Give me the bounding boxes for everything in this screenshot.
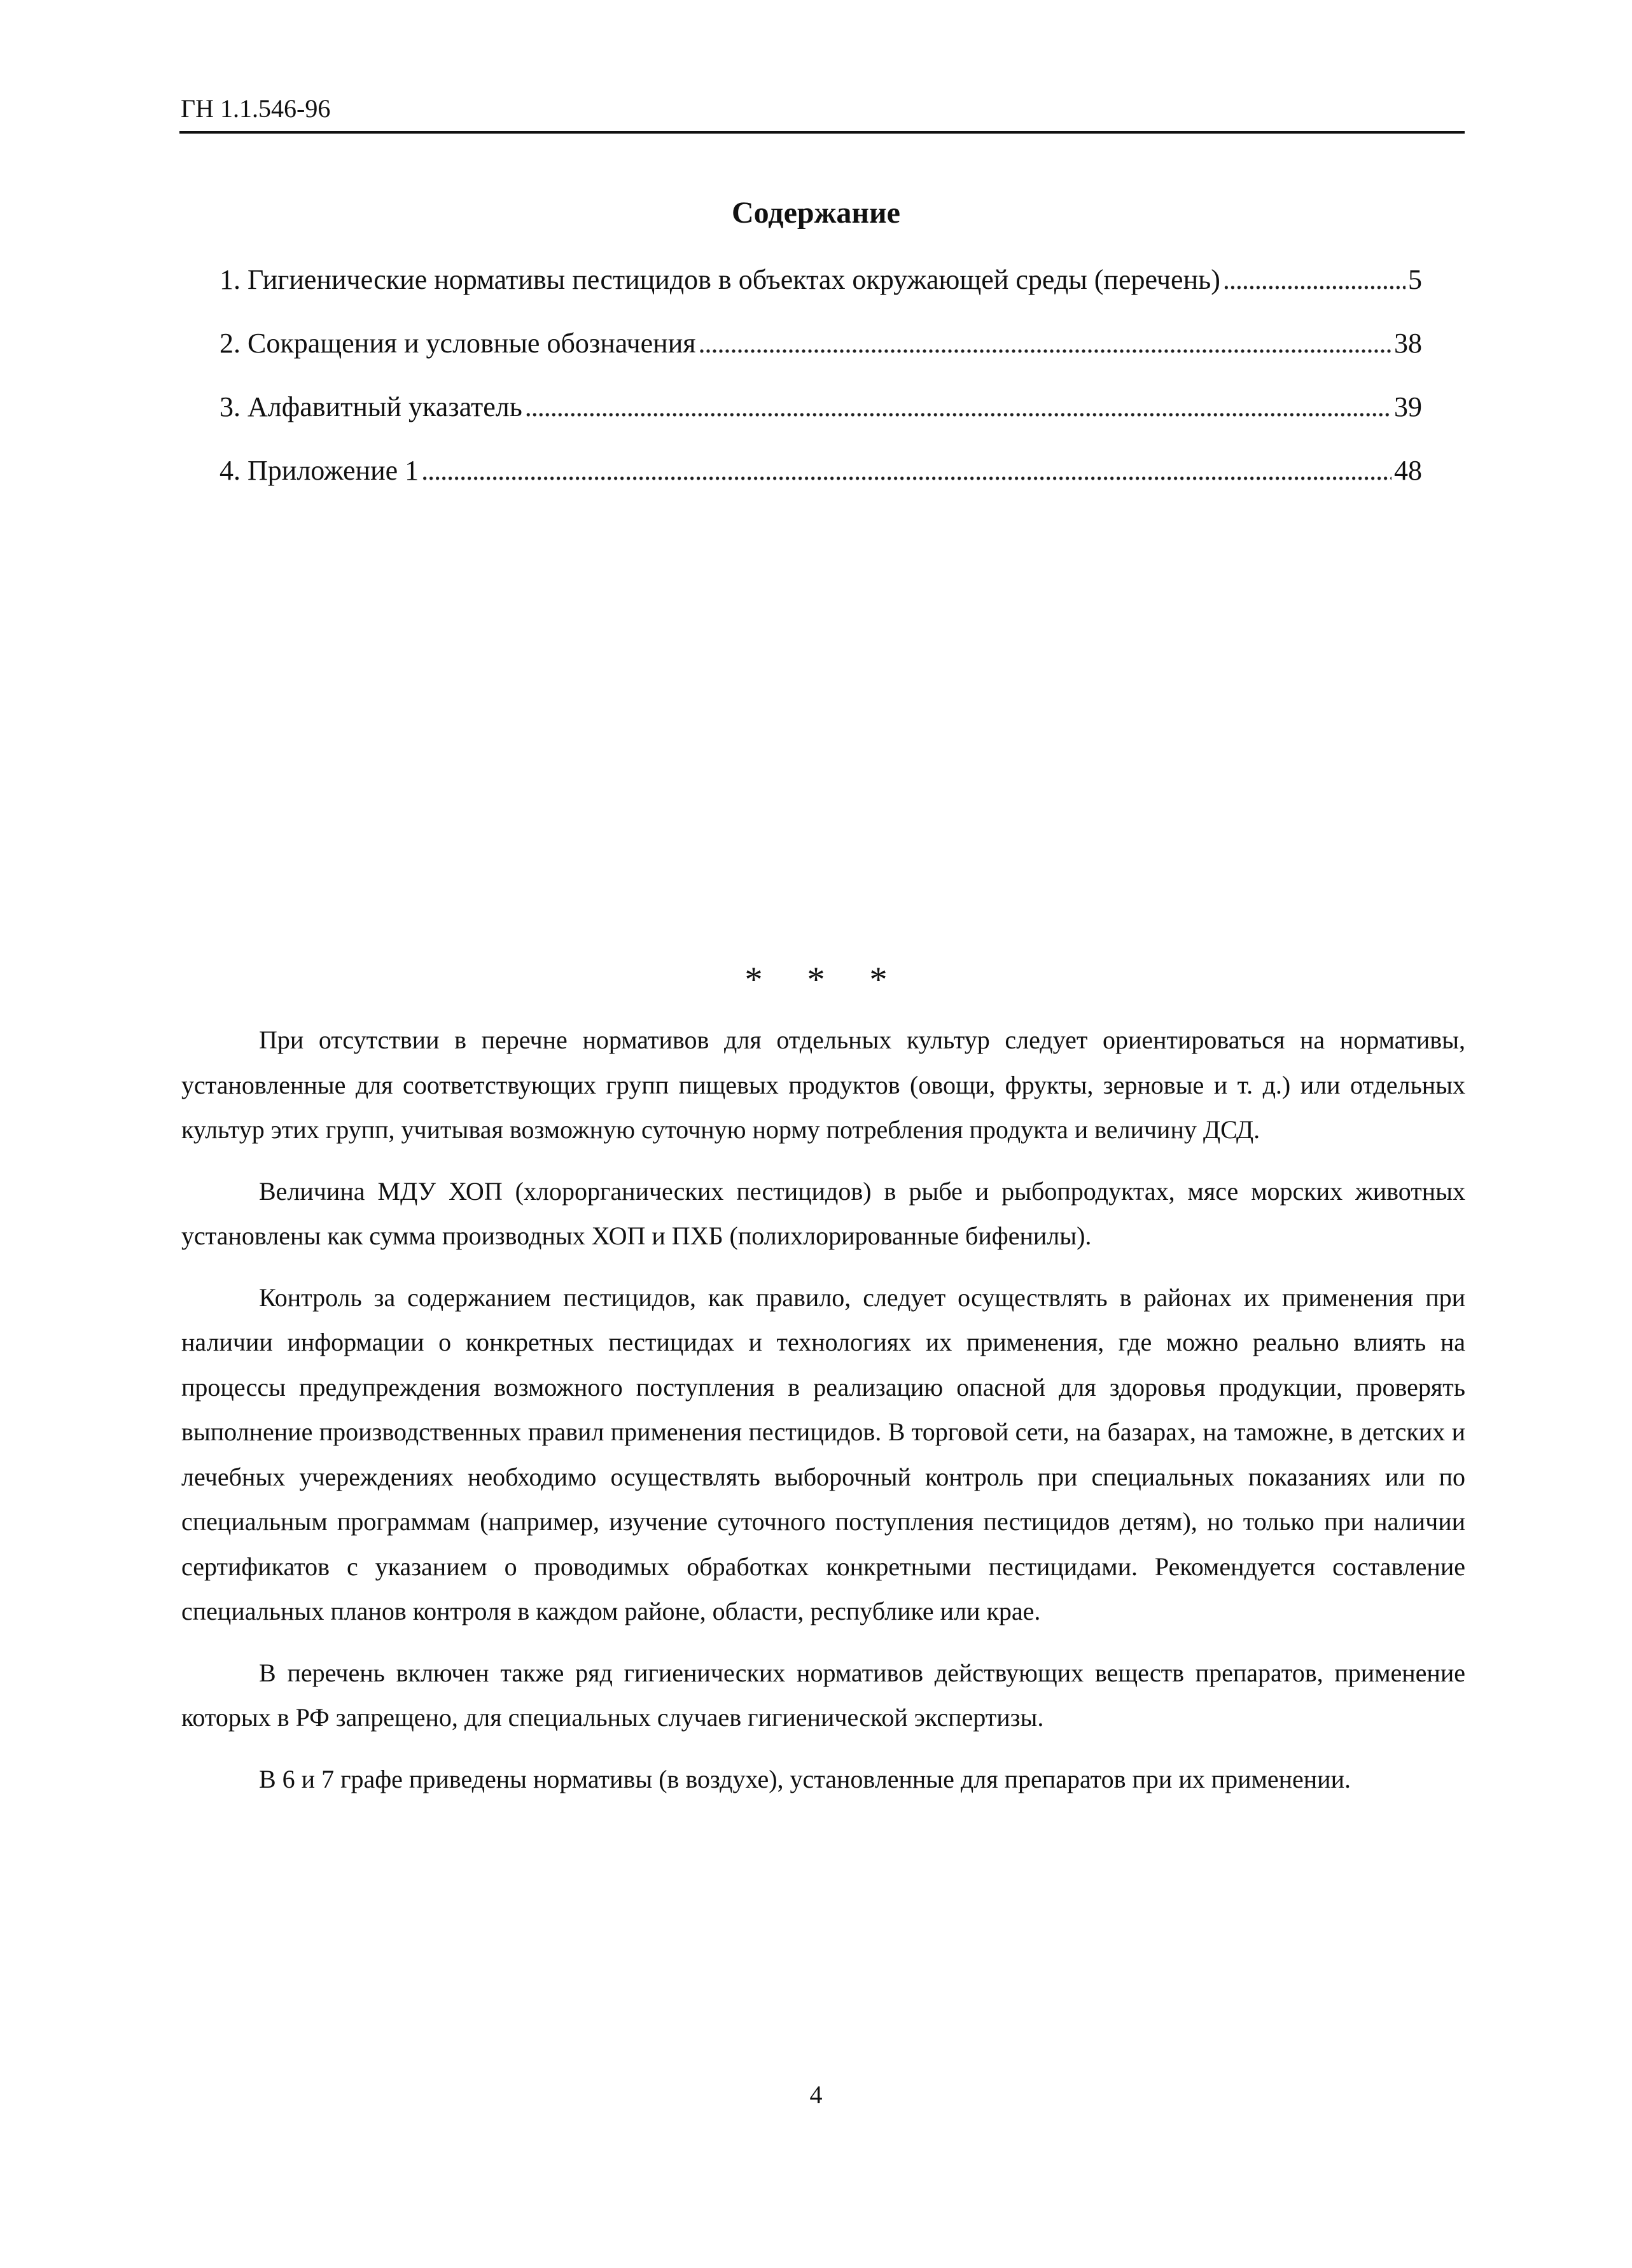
toc-entry-page: 48 — [1394, 455, 1422, 486]
document-code: ГН 1.1.546-96 — [181, 94, 331, 123]
toc-entry[interactable] — [220, 324, 1422, 388]
toc-entry-label: 4. Приложение 1 — [220, 455, 419, 486]
toc-entry-label: 3. Алфавитный указатель — [220, 391, 522, 422]
toc-entry-label: 1. Гигиенические нормативы пестицидов в объектах окружающей среды (перечень) — [220, 264, 1220, 295]
toc-entry[interactable] — [220, 388, 1422, 452]
table-of-contents — [220, 261, 1422, 515]
paragraph: В 6 и 7 графе приведены нормативы (в воздухе), установленные для препаратов при их применении. — [259, 1764, 1351, 1793]
toc-dot-leader — [1223, 261, 1405, 299]
body-text — [181, 1018, 1465, 1818]
toc-entry-page: 38 — [1394, 328, 1422, 359]
running-header — [179, 93, 1465, 134]
toc-title: Содержание — [732, 196, 900, 230]
page-number: 4 — [809, 2080, 823, 2109]
toc-entry-page: 39 — [1394, 391, 1422, 422]
paragraph: Величина МДУ ХОП (хлорорганических пестицидов) в рыбе и рыбопродуктах, мясе морских животных установлены как сумма производных ХОП и ПХБ (полихлорированные бифенилы). — [181, 1176, 1465, 1250]
toc-dot-leader — [525, 388, 1391, 426]
toc-entry-page: 5 — [1408, 264, 1422, 295]
toc-entry[interactable] — [220, 452, 1422, 515]
toc-dot-leader — [421, 452, 1391, 490]
toc-entry-label: 2. Сокращения и условные обозначения — [220, 328, 696, 359]
toc-dot-leader — [699, 324, 1391, 363]
section-separator: * * * — [744, 960, 905, 999]
paragraph: В перечень включен также ряд гигиенических нормативов действующих веществ препаратов, применение которых в РФ запрещено, для специальных случаев гигиенической экспертизы. — [181, 1658, 1465, 1732]
paragraph: При отсутствии в перечне нормативов для отдельных культур следует ориентироваться на нормативы, установленные для соответствующих групп пищевых продуктов (овощи, фрукты, зерновые и т. д.) или отдельных культур этих групп, учитывая возможную суточную норму потребления продукта и величину ДСД. — [181, 1026, 1465, 1144]
toc-entry[interactable] — [220, 261, 1422, 324]
paragraph: Контроль за содержанием пестицидов, как правило, следует осуществлять в районах их применения при наличии информации о конкретных пестицидах и технологиях их применения, где можно реально влиять на процессы предупреждения возможного поступления в реализацию опасной для здоровья продукции, проверять выполнение производственных правил применения пестицидов. В торговой сети, на базарах, на таможне, в детских и лечебных учереждениях необходимо осуществлять выборочный контроль при специальных показаниях или по специальным программам (например, изучение суточного поступления пестицидов детям), но только при наличии сертификатов с указанием о проводимых обработках конкретными пестицидами. Рекомендуется составление специальных планов контроля в каждом районе, области, республике или крае. — [181, 1283, 1465, 1625]
